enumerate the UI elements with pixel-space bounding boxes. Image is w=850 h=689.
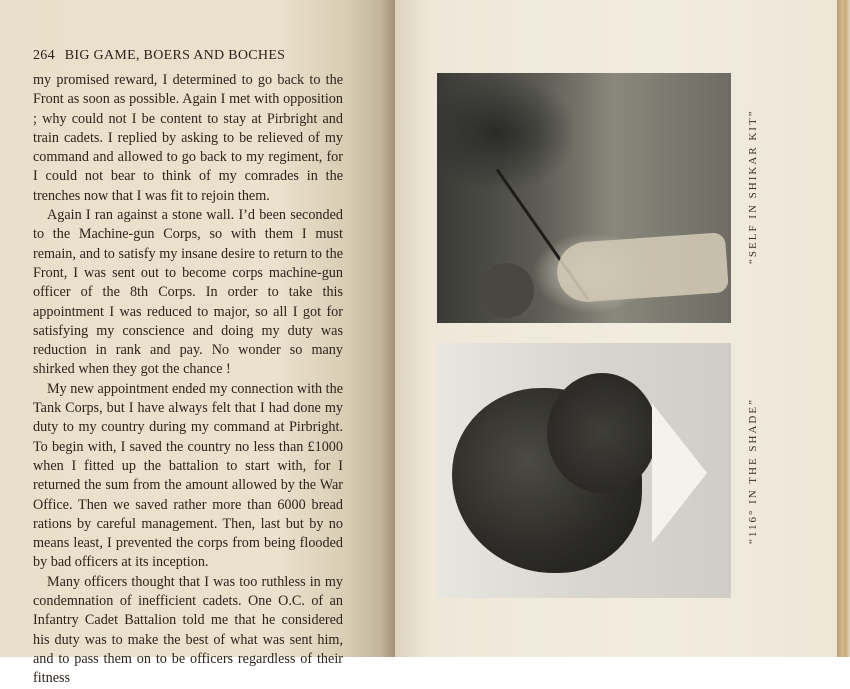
paragraph: Many officers thought that I was too ruthless in my condemnation of inefficient cadets. One O.C. of an Infantry Cadet Battalion told me that he considered his duty was to make the best of what was sent him, and to pass them on to be officers regardless of their fitness <box>33 573 343 687</box>
photo-caption-shade: “116° IN THE SHADE” <box>747 398 759 544</box>
page-edge <box>837 0 850 657</box>
photo-self-in-shikar-kit <box>437 73 731 323</box>
figure-shape <box>555 232 729 304</box>
paragraph: Again I ran against a stone wall. I’d been seconded to the Machine-gun Corps, so with them I must remain, and to satisfy my insane desire to return to the Front, I was sent out to become corps machine-gun officer of the 8th Corps. In order to take this appointment I was reduced to major, so all I got for satisfying my conscience and doing my duty was reduction in rank and pay. No wonder so many shirked when they got the chance ! <box>33 207 343 378</box>
paragraph: my promised reward, I determined to go back to the Front as soon as possible. Again I met with opposition ; why could not I be content to stay at Pirbright and train cadets. I replied by asking to be relieved of my command and allowed to go back to my regiment, for I could not bear to think of my comrades in the trenches now that I was fit to rejoin them. <box>33 72 343 204</box>
photo-caption-shikar: “SELF IN SHIKAR KIT” <box>747 109 759 264</box>
left-page <box>0 0 395 687</box>
page-header <box>33 48 285 64</box>
head-shape <box>479 263 534 318</box>
body-text <box>33 71 343 689</box>
photo-in-the-shade <box>437 343 731 598</box>
paragraph: My new appointment ended my connection with the Tank Corps, but I have always felt that I had done my duty to my country during my command at Pirbright. To begin with, I saved the country no less than £1000 when I fitted up the battalion to start with, for I returned the sum from the amount allowed by the War Office. Then we saved rather more than 6000 bread rations by careful management. Then, last but by no means least, I prevented the corps from being flooded by bad officers at its inception. <box>33 380 343 571</box>
running-title: BIG GAME, BOERS AND BOCHES <box>64 48 286 63</box>
tent-shape <box>652 403 707 543</box>
page-number: 264 <box>33 48 55 63</box>
tree-canopy-shape <box>547 373 657 493</box>
